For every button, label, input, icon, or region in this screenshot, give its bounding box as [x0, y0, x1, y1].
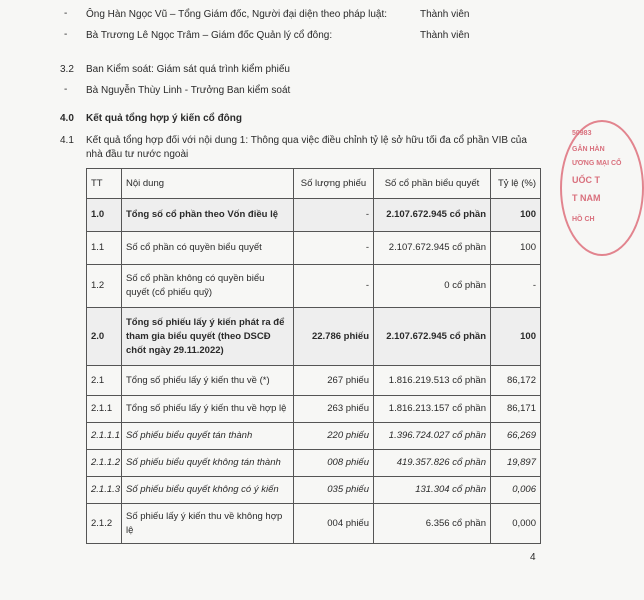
table-row [87, 450, 541, 477]
header-content: Nội dung [122, 169, 294, 199]
cell-tt: 2.1.2 [87, 504, 122, 544]
cell-tt: 2.1 [87, 366, 122, 396]
cell-votes: - [294, 232, 374, 265]
stamp-text: GÂN HÀN [572, 146, 605, 153]
section-4-0-number: 4.0 [60, 113, 74, 124]
table-row [87, 265, 541, 308]
cell-content: Tổng số phiếu lấy ý kiến thu về (*) [122, 366, 294, 396]
cell-content: Số phiếu lấy ý kiến thu về không hợp lệ [122, 504, 294, 544]
cell-tt: 2.1.1.1 [87, 423, 122, 450]
cell-shares: 2.107.672.945 cổ phần [374, 308, 491, 366]
table-row [87, 396, 541, 423]
cell-shares: 131.304 cổ phần [374, 477, 491, 504]
member1-role: Thành viên [420, 9, 470, 20]
cell-votes: 263 phiếu [294, 396, 374, 423]
cell-content: Tổng số phiếu lấy ý kiến phát ra để tham gia biểu quyết (theo DSCĐ chốt ngày 29.11.2022) [122, 308, 294, 366]
bullet-dash: - [64, 84, 68, 95]
cell-votes: 220 phiếu [294, 423, 374, 450]
cell-content: Số phiếu biểu quyết tán thành [122, 423, 294, 450]
cell-percent: 0,006 [491, 477, 541, 504]
table-row [87, 504, 541, 544]
vote-results-table [86, 168, 541, 544]
section-4-1-text-line1: Kết quả tổng hợp đối với nội dung 1: Thông qua việc điều chỉnh tỷ lệ sở hữu tối đa cổ phần VIB của [86, 135, 527, 146]
cell-votes: 008 phiếu [294, 450, 374, 477]
table-row [87, 477, 541, 504]
header-shares: Số cổ phần biểu quyết [374, 169, 491, 199]
cell-percent: 86,172 [491, 366, 541, 396]
cell-content: Số cổ phần không có quyền biểu quyết (cổ phiếu quỹ) [122, 265, 294, 308]
member1-name: Ông Hàn Ngọc Vũ – Tổng Giám đốc, Người đại diện theo pháp luật: [86, 9, 388, 20]
cell-content: Số phiếu biểu quyết không tán thành [122, 450, 294, 477]
cell-tt: 1.1 [87, 232, 122, 265]
section-3-2-number: 3.2 [60, 64, 74, 75]
page-number: 4 [530, 552, 536, 563]
cell-shares: 2.107.672.945 cổ phần [374, 199, 491, 232]
cell-percent: 100 [491, 308, 541, 366]
cell-votes: - [294, 265, 374, 308]
cell-content: Tổng số cổ phần theo Vốn điều lệ [122, 199, 294, 232]
member2-name: Bà Trương Lê Ngọc Trâm – Giám đốc Quản lý cổ đông: [86, 30, 333, 41]
cell-percent: 19,897 [491, 450, 541, 477]
cell-shares: 0 cổ phần [374, 265, 491, 308]
cell-percent: 86,171 [491, 396, 541, 423]
header-tt: TT [87, 169, 122, 199]
table-row [87, 232, 541, 265]
cell-percent: 0,000 [491, 504, 541, 544]
cell-content: Số cổ phần có quyền biểu quyết [122, 232, 294, 265]
cell-percent: 100 [491, 199, 541, 232]
table-row [87, 199, 541, 232]
header-votes: Số lượng phiếu [294, 169, 374, 199]
cell-tt: 2.1.1 [87, 396, 122, 423]
cell-tt: 2.1.1.2 [87, 450, 122, 477]
header-percent: Tỷ lệ (%) [491, 169, 541, 199]
cell-shares: 419.357.826 cổ phần [374, 450, 491, 477]
stamp-text: HỒ CH [572, 216, 595, 223]
cell-votes: 22.786 phiếu [294, 308, 374, 366]
cell-percent: 100 [491, 232, 541, 265]
cell-shares: 1.396.724.027 cổ phần [374, 423, 491, 450]
company-seal-stamp [560, 120, 644, 256]
table-row [87, 423, 541, 450]
stamp-text: UỐC T [572, 175, 600, 185]
cell-content: Số phiếu biểu quyết không có ý kiến [122, 477, 294, 504]
stamp-text: T NAM [572, 193, 601, 203]
cell-votes: 004 phiếu [294, 504, 374, 544]
section-4-0-heading: Kết quả tổng hợp ý kiến cổ đông [86, 113, 242, 124]
section-4-1-number: 4.1 [60, 135, 74, 146]
table-header-row [87, 169, 541, 199]
cell-votes: 267 phiếu [294, 366, 374, 396]
cell-percent: - [491, 265, 541, 308]
supervisor-name: Bà Nguyễn Thùy Linh - Trưởng Ban kiểm soát [86, 85, 291, 96]
section-3-2-text: Ban Kiểm soát: Giám sát quá trình kiểm phiếu [86, 64, 290, 75]
cell-percent: 66,269 [491, 423, 541, 450]
member2-role: Thành viên [420, 30, 470, 41]
stamp-text: ƯƠNG MẠI CỔ [572, 160, 622, 167]
cell-tt: 2.1.1.3 [87, 477, 122, 504]
cell-votes: - [294, 199, 374, 232]
cell-content: Tổng số phiếu lấy ý kiến thu về hợp lệ [122, 396, 294, 423]
cell-tt: 1.0 [87, 199, 122, 232]
cell-shares: 6.356 cổ phần [374, 504, 491, 544]
stamp-text: 50983 [572, 130, 592, 137]
table-row [87, 308, 541, 366]
bullet-dash: - [64, 29, 68, 40]
bullet-dash: - [64, 8, 68, 19]
table-row [87, 366, 541, 396]
cell-votes: 035 phiếu [294, 477, 374, 504]
cell-shares: 2.107.672.945 cổ phần [374, 232, 491, 265]
cell-shares: 1.816.219.513 cổ phần [374, 366, 491, 396]
cell-tt: 1.2 [87, 265, 122, 308]
section-4-1-text-line2: nhà đầu tư nước ngoài [86, 149, 189, 160]
cell-tt: 2.0 [87, 308, 122, 366]
cell-shares: 1.816.213.157 cổ phần [374, 396, 491, 423]
